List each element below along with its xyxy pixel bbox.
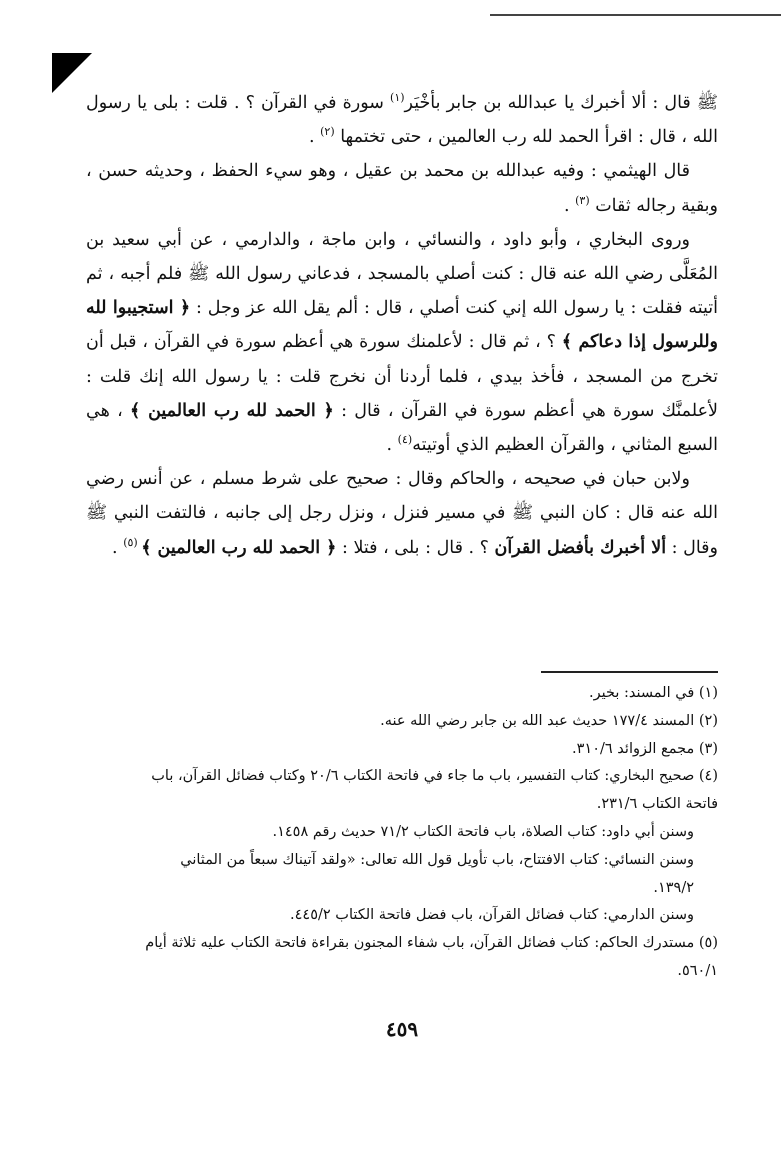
- para4-bold-phrase: ألا أخبرك بأفضل القرآن: [494, 537, 667, 558]
- footnote-1: (١) في المسند: بخير.: [589, 685, 718, 701]
- para2-text: قال الهيثمي : وفيه عبدالله بن محمد بن عقيل ، وهو سيء الحفظ ، وحديثه حسن ، وبقية رجاله ثقات: [86, 161, 718, 216]
- footnote-3: (٣) مجمع الزوائد ٣١٠/٦.: [572, 740, 718, 757]
- quran-verse-2: ﴿ الحمد لله رب العالمين ﴾: [130, 400, 334, 421]
- para3-text-c: ، هي السبع المثاني ، والقرآن العظيم الذي أوتيته: [86, 400, 718, 456]
- paragraph-4: [86, 462, 718, 565]
- page-number: ٤٥٩: [385, 1017, 419, 1041]
- para4-text-b: ؟ . قال : بلى ، فتلا :: [336, 537, 495, 558]
- footnote-ref-1: (١): [390, 91, 405, 105]
- footnote-ref-3: (٣): [575, 193, 590, 207]
- para4-end: .: [112, 537, 124, 558]
- paragraph-2: [86, 154, 718, 222]
- footnote-ref-4: (٤): [397, 433, 413, 447]
- quran-verse-1: ﴿ استجيبوا لله وللرسول إذا دعاكم ﴾: [86, 298, 718, 353]
- paragraph-1: [86, 86, 718, 154]
- para1-text-b: سورة في القرآن ؟ . قلت : بلى يا رسول الله ، قال : اقرأ الحمد لله رب العالمين ، حتى تختمها: [86, 93, 718, 148]
- quran-verse-3: ﴿ الحمد لله رب العالمين ﴾: [141, 537, 337, 558]
- para4-text-a: ولابن حبان في صحيحه ، والحاكم وقال : صحيح على شرط مسلم ، عن أنس رضي الله عنه قال : كان النبي ﷺ في مسير فنزل ، ونزل رجل إلى جانبه ، فالتفت النبي ﷺ وقال :: [86, 469, 718, 558]
- footnote-2: (٢) المسند ١٧٧/٤ حديث عبد الله بن جابر رضي الله عنه.: [380, 712, 718, 729]
- footnote-ref-5: (٥): [123, 535, 142, 549]
- footnote-5: (٥) مستدرك الحاكم: كتاب فضائل القرآن، باب شفاء المجنون بقراءة فاتحة الكتاب عليه ثلاثة أيام ٥٦٠/١.: [145, 935, 718, 979]
- para1-end: .: [308, 127, 321, 148]
- footnote-ref-2: (٢): [320, 125, 335, 139]
- footnote-4-nasai: وسنن النسائي: كتاب الافتتاح، باب تأويل قول الله تعالى: «ولقد آتيناك سبعاً من المثاني ١٣٩/٢.: [180, 851, 694, 896]
- paragraph-3: [86, 223, 718, 462]
- footnotes: [137, 680, 718, 986]
- para3-end: .: [386, 435, 398, 456]
- main-text: [86, 86, 718, 565]
- footnote-4-abu-dawud: وسنن أبي داود: كتاب الصلاة، باب فاتحة الكتاب ٧١/٢ حديث رقم ١٤٥٨.: [272, 823, 694, 840]
- footnote-separator: [541, 671, 718, 673]
- para3-text-a: وروى البخاري ، وأبو داود ، والنسائي ، وابن ماجة ، والدارمي ، عن أبي سعيد بن المُعَلَّى رضي الله عنه قال : كنت أصلي بالمسجد ، فدعاني رسول الله ﷺ فلم أجبه ، ثم أتيته فقلت : يا رسول الله إني كنت أصلي ، قال : ألم يقل الله عز وجل :: [86, 229, 718, 319]
- footnote-4: (٤) صحيح البخاري: كتاب التفسير، باب ما جاء في فاتحة الكتاب ٢٠/٦ وكتاب فضائل القرآن، باب فاتحة الكتاب ٢٣١/٦.: [151, 768, 718, 813]
- footnote-4-darimi: وسنن الدارمي: كتاب فضائل القرآن، باب فضل فاتحة الكتاب ٤٤٥/٢.: [290, 907, 694, 924]
- para2-end: .: [563, 195, 576, 216]
- top-rule: [490, 14, 781, 16]
- para3-text-b: ؟ ، ثم قال : لأعلمنك سورة هي أعظم سورة في القرآن ، قبل أن تخرج من المسجد ، فأخذ بيدي ، فلما أردنا أن نخرج قلت : يا رسول الله إنك قلت : لأعلمنَّك سورة هي أعظم سورة في القرآن ، قال :: [86, 332, 718, 421]
- para1-text-a: ﷺ قال : ألا أخبرك يا عبدالله بن جابر بأخْيَر: [404, 93, 719, 113]
